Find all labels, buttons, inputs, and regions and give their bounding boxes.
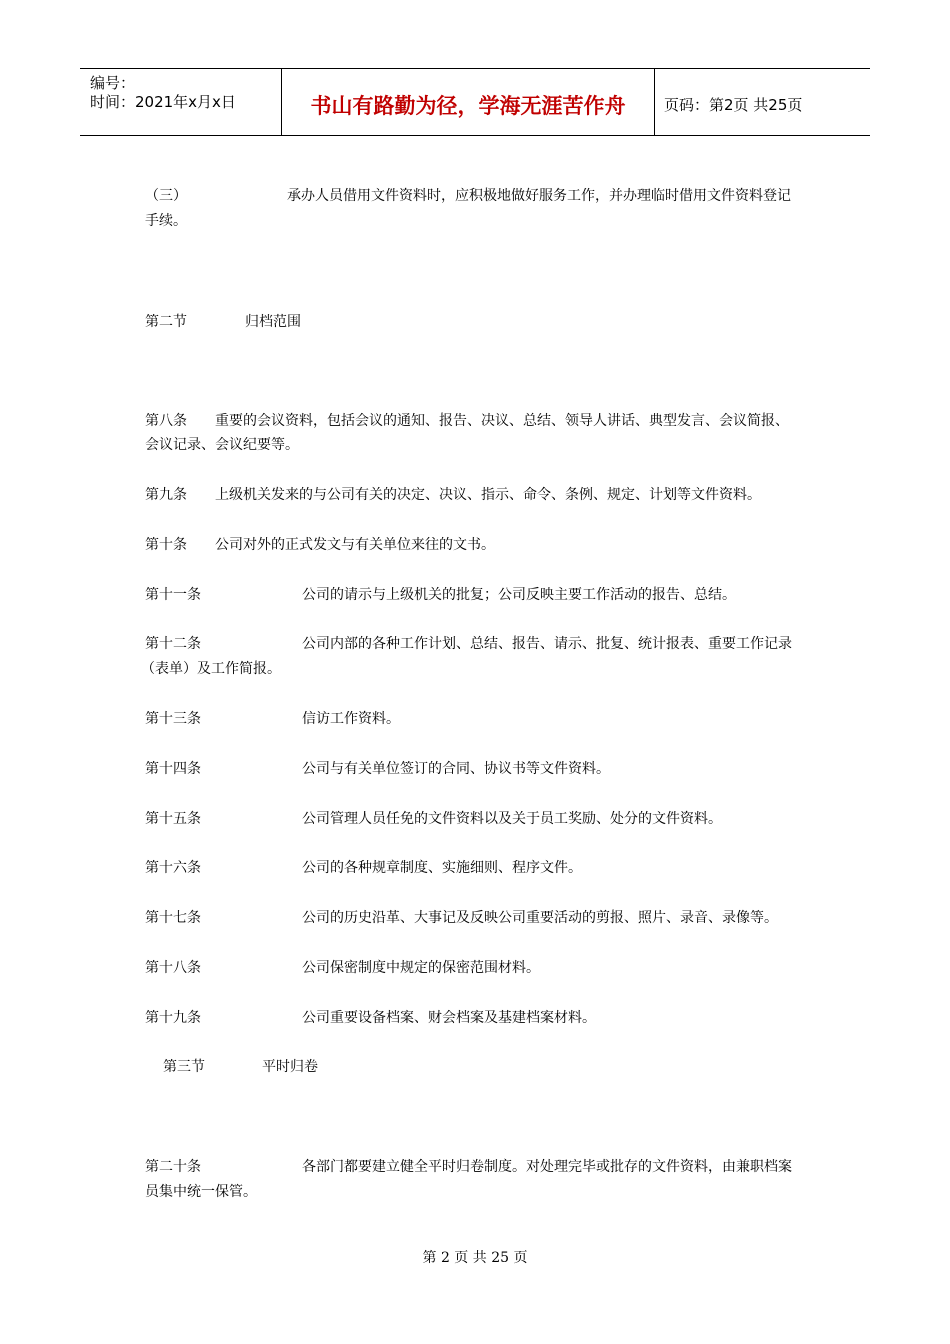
article-16-label: 第十六条	[145, 860, 201, 876]
section-2-title: 归档范围	[245, 314, 301, 330]
page-indicator: 页码：第2页 共25页	[664, 96, 803, 114]
article-17-label: 第十七条	[145, 910, 201, 926]
article-10-text: 公司对外的正式发文与有关单位来往的文书。	[215, 537, 495, 553]
article-14-label: 第十四条	[145, 761, 201, 777]
article-11-text: 公司的请示与上级机关的批复；公司反映主要工作活动的报告、总结。	[302, 587, 736, 603]
header-divider-left	[281, 68, 282, 136]
article-8-label: 第八条	[145, 413, 187, 429]
section-3-title: 平时归卷	[262, 1059, 318, 1075]
article-20-continuation: 员集中统一保管。	[145, 1184, 257, 1200]
document-time-label: 时间：2021年x月x日	[90, 93, 236, 111]
article-14-text: 公司与有关单位签订的合同、协议书等文件资料。	[302, 761, 610, 777]
article-13-label: 第十三条	[145, 711, 201, 727]
article-15-label: 第十五条	[145, 811, 201, 827]
article-19-label: 第十九条	[145, 1010, 201, 1026]
article-12-text: 公司内部的各种工作计划、总结、报告、请示、批复、统计报表、重要工作记录	[302, 636, 792, 652]
article-18-text: 公司保密制度中规定的保密范围材料。	[302, 960, 540, 976]
section-3-label: 第三节	[163, 1059, 205, 1075]
article-12-label: 第十二条	[145, 636, 201, 652]
article-17-text: 公司的历史沿革、大事记及反映公司重要活动的剪报、照片、录音、录像等。	[302, 910, 778, 926]
article-20-text: 各部门都要建立健全平时归卷制度。对处理完毕或批存的文件资料，由兼职档案	[302, 1159, 792, 1175]
page-footer: 第 2 页 共 25 页	[422, 1250, 528, 1266]
item-3-continuation: 手续。	[145, 213, 187, 229]
article-8-continuation: 会议记录、会议纪要等。	[145, 437, 299, 453]
article-11-label: 第十一条	[145, 587, 201, 603]
article-15-text: 公司管理人员任免的文件资料以及关于员工奖励、处分的文件资料。	[302, 811, 722, 827]
header-motto: 书山有路勤为径，学海无涯苦作舟	[310, 94, 626, 118]
article-9-label: 第九条	[145, 487, 187, 503]
article-18-label: 第十八条	[145, 960, 201, 976]
header-divider-right	[654, 68, 655, 136]
article-19-text: 公司重要设备档案、财会档案及基建档案材料。	[302, 1010, 596, 1026]
article-12-continuation: （表单）及工作简报。	[141, 661, 281, 677]
article-16-text: 公司的各种规章制度、实施细则、程序文件。	[302, 860, 582, 876]
header-top-rule	[80, 68, 870, 69]
item-3-text: 承办人员借用文件资料时，应积极地做好服务工作，并办理临时借用文件资料登记	[287, 188, 791, 204]
section-2-label: 第二节	[145, 314, 187, 330]
article-9-text: 上级机关发来的与公司有关的决定、决议、指示、命令、条例、规定、计划等文件资料。	[215, 487, 761, 503]
article-13-text: 信访工作资料。	[302, 711, 400, 727]
header-bottom-rule	[80, 135, 870, 136]
article-20-label: 第二十条	[145, 1159, 201, 1175]
item-3-label: （三）	[145, 188, 187, 204]
document-number-label: 编号：	[90, 74, 136, 92]
article-8-text: 重要的会议资料，包括会议的通知、报告、决议、总结、领导人讲话、典型发言、会议简报、	[215, 413, 789, 429]
article-10-label: 第十条	[145, 537, 187, 553]
